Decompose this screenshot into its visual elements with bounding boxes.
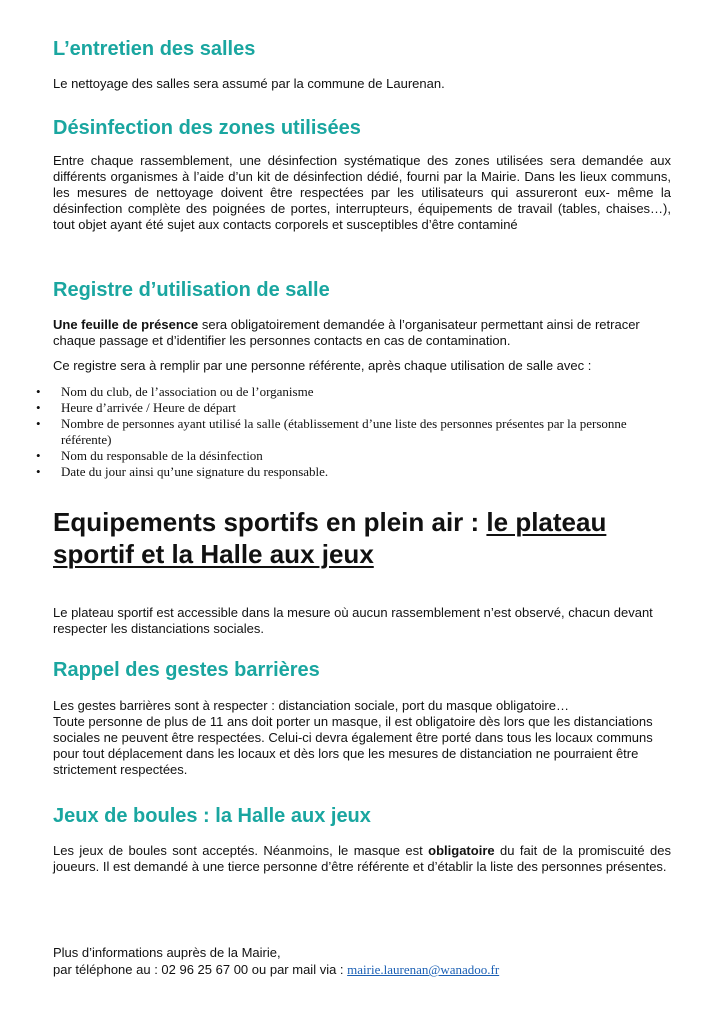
paragraph-jeux-boules: Les jeux de boules sont acceptés. Néanmoins, le masque est obligatoire du fait de la promiscuité des joueurs. Il est demandé à une tierce personne d’être référente et d’établir la liste des personnes présentes. <box>53 843 671 874</box>
heading-rappel-gestes: Rappel des gestes barrières <box>53 659 320 681</box>
bullet-icon: • <box>36 464 41 479</box>
heading-registre: Registre d’utilisation de salle <box>53 279 330 301</box>
bullet-icon: • <box>36 384 41 399</box>
paragraph-registre-feuille <box>53 317 671 349</box>
bullet-icon: • <box>36 448 41 463</box>
registre-feuille-rest: sera obligatoirement demandée à l’organisateur permettant ainsi de retracer chaque passage et d’identifier les personnes contacts en cas de contamination. <box>53 317 640 348</box>
registre-items-list <box>36 384 676 480</box>
list-item: • Heure d’arrivée / Heure de départ <box>36 400 237 415</box>
list-item: • Nom du club, de l’association ou de l’organisme <box>36 384 314 399</box>
bullet-icon: • <box>36 416 41 431</box>
paragraph-desinfection: Entre chaque rassemblement, une désinfection systématique des zones utilisées sera demandée aux différents organismes à l’aide d’un kit de désinfection dédié, fourni par la Mairie. Dans les lieux communs, les mesures de nettoyage doivent être respectées par les utilisateurs qui assureront eux- même la désinfection complète des poignées de portes, interrupteurs, équipements de travail (tables, chaises…), tout objet ayant été sujet aux contacts corporels et susceptibles d’être contaminé <box>53 153 671 232</box>
bullet-icon: • <box>36 400 41 415</box>
bold-feuille-presence: Une feuille de présence <box>53 317 199 332</box>
paragraph-equipements: Le plateau sportif est accessible dans la mesure où aucun rassemblement n’est observé, chacun devant respecter les distanciations sociales. <box>53 605 653 636</box>
heading-equipements-sportifs: Equipements sportifs en plein air : le plateau sportif et la Halle aux jeux <box>53 507 607 569</box>
paragraph-registre-referent: Ce registre sera à remplir par une personne référente, après chaque utilisation de salle avec : <box>53 358 592 373</box>
heading-entretien: L’entretien des salles <box>53 38 256 60</box>
paragraph-rappel-masque: Toute personne de plus de 11 ans doit porter un masque, il est obligatoire dès lors que les distanciations sociales ne peuvent être respectées. Celui-ci devra également être porté dans tous les locaux communs pour tout déplacement dans les locaux et dès lors que les mesures de distanciation ne pourraient être strictement respectées. <box>53 714 653 777</box>
heading-desinfection: Désinfection des zones utilisées <box>53 117 361 139</box>
list-item: • Nom du responsable de la désinfection <box>36 448 263 463</box>
footer-info-line: Plus d’informations auprès de la Mairie, <box>53 945 281 960</box>
list-item: • Date du jour ainsi qu’une signature du responsable. <box>36 464 329 479</box>
email-link[interactable]: mairie.laurenan@wanadoo.fr <box>347 962 500 977</box>
heading-underlined-part: le plateau sportif et la Halle aux jeux <box>53 507 607 569</box>
list-item: • Nombre de personnes ayant utilisé la salle (établissement d’une liste des personnes présentes par la personne référente) <box>36 416 627 447</box>
paragraph-rappel-line1: Les gestes barrières sont à respecter : distanciation sociale, port du masque obligatoire… <box>53 698 569 713</box>
footer-contact-line <box>53 962 671 978</box>
bold-obligatoire: obligatoire <box>428 843 495 858</box>
heading-jeux-boules: Jeux de boules : la Halle aux jeux <box>53 805 371 827</box>
paragraph-entretien: Le nettoyage des salles sera assumé par la commune de Laurenan. <box>53 76 445 91</box>
footer-phone-text: par téléphone au : 02 96 25 67 00 ou par mail via : <box>53 962 348 977</box>
